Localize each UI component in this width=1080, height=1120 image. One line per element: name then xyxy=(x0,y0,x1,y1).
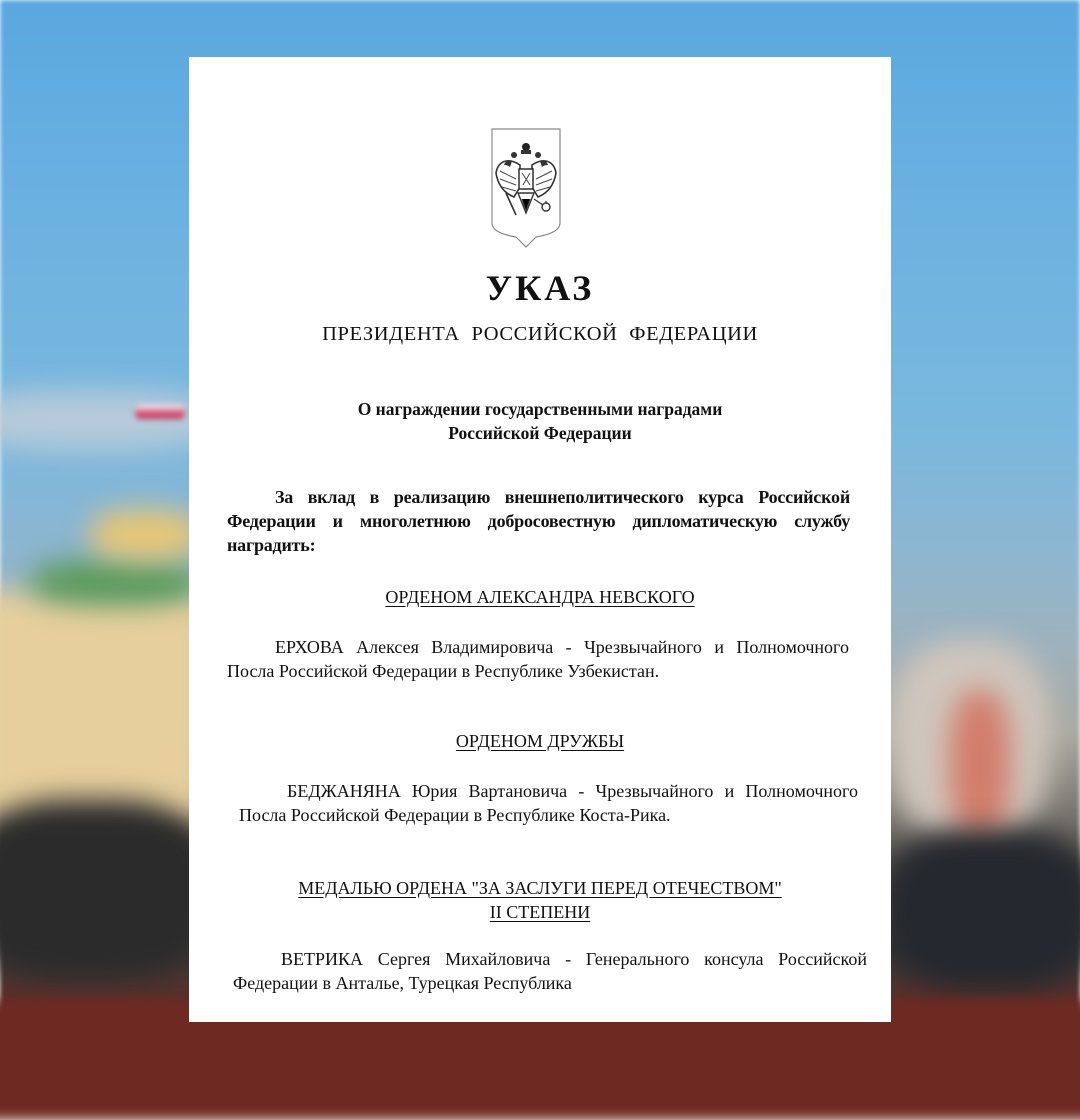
document-title: УКАЗ xyxy=(485,268,595,308)
document-subtitle: ПРЕЗИДЕНТА РОССИЙСКОЙ ФЕДЕРАЦИИ xyxy=(322,323,758,345)
award-title-text: ОРДЕНОМ ДРУЖБЫ xyxy=(455,731,625,751)
award-title-line-1: МЕДАЛЬЮ ОРДЕНА "ЗА ЗАСЛУГИ ПЕРЕД ОТЕЧЕСТВОМ" xyxy=(298,878,782,898)
background-flag xyxy=(135,405,185,419)
heading-line-2: Российской Федерации xyxy=(448,423,632,443)
decree-heading xyxy=(189,397,891,445)
background-cathedral-dome xyxy=(950,690,1010,840)
coat-of-arms-icon xyxy=(490,127,562,249)
award-title-merit-medal xyxy=(189,876,891,924)
award-title-nevsky xyxy=(189,585,891,609)
background-dome-gold xyxy=(90,510,200,560)
award-title-line-2 xyxy=(189,900,891,924)
award-recipient-vetrik: ВЕТРИКА Сергея Михайловича - Генерального консула Российской Федерации в Анталье, Турецкая Республика xyxy=(233,949,867,993)
award-recipient-erkhov: ЕРХОВА Алексея Владимировича - Чрезвычайного и Полномочного Посла Российской Федерации в Республике Узбекистан. xyxy=(227,637,849,681)
background-dome-green xyxy=(30,560,200,605)
background-cloud xyxy=(0,390,220,450)
award-title-friendship xyxy=(189,729,891,753)
award-recipient-bedzhanyan: БЕДЖАНЯНА Юрия Вартановича - Чрезвычайного и Полномочного Посла Российской Федерации в Республике Коста-Рика. xyxy=(239,781,858,825)
decree-intro: За вклад в реализацию внешнеполитического курса Российской Федерации и многолетнюю добросовестную дипломатическую службу наградить: xyxy=(227,487,850,555)
decree-document xyxy=(189,57,891,1022)
background-palace xyxy=(0,590,210,830)
background-trees xyxy=(0,800,220,980)
award-title-degree: II СТЕПЕНИ xyxy=(489,902,591,922)
award-title-text: ОРДЕНОМ АЛЕКСАНДРА НЕВСКОГО xyxy=(385,587,695,607)
heading-line-1: О награждении государственными наградами xyxy=(357,399,723,419)
background-trees-right xyxy=(880,830,1080,990)
